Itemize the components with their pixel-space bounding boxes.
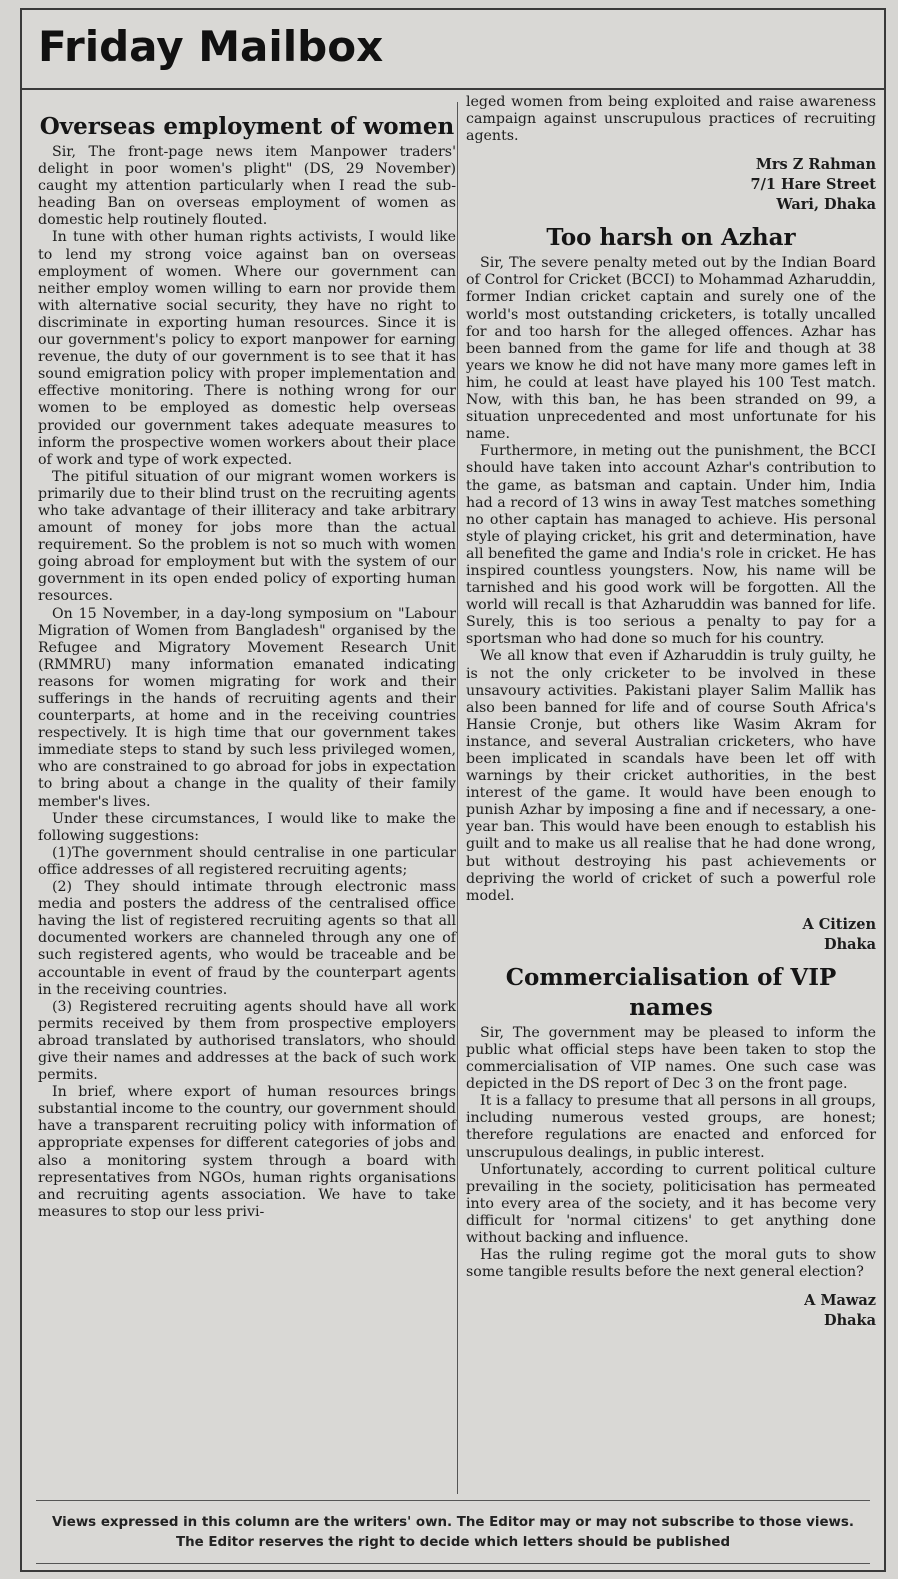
letter-overseas-employment bbox=[38, 112, 456, 1221]
signature-city: Dhaka bbox=[824, 935, 876, 953]
letter-title: Too harsh on Azhar bbox=[546, 224, 796, 252]
disclaimer-line: The Editor reserves the right to decide which letters should be published bbox=[175, 1535, 731, 1550]
letter-paragraph: We all know that even if Azharuddin is truly guilty, he is not the only cricketer to be involved in these unsavoury activities. Pakistani player Salim Mallik has also been banned for life and of course South Africa's Hansie Cronje, but others like Wasim Akram for instance, and several Australian cricketers, who have been implicated in scandals have been let off with warnings by their cricket authorities, in the best interest of the game. It would have been enough to punish Azhar by imposing a fine and if necessary, a one-year ban. This would have been enough to establish his guilt and to make us all realise that he had done wrong, but without destroying his past achievements or depriving the world of cricket of such a powerful role model. bbox=[466, 648, 876, 904]
signature-address: 7/1 Hare Street bbox=[750, 176, 876, 194]
letter-too-harsh-on-azhar bbox=[466, 223, 876, 955]
letter-paragraph: (2) They should intimate through electronic mass media and posters the address of the centralised office having the list of registered recruiting agents so that all documented workers are channeled through any one of such registered agents, who would be traceable and be accountable in event of fraud by the counterpart agents in the receiving countries. bbox=[38, 879, 456, 998]
signature-city: Wari, Dhaka bbox=[776, 196, 876, 214]
newspaper-page bbox=[20, 8, 886, 1572]
letter-paragraph: Unfortunately, according to current political culture prevailing in the society, politicisation has permeated into every area of the society, and it has become very difficult for 'normal citizens' to get anything done without backing and influence. bbox=[466, 1161, 876, 1246]
signature-name: Mrs Z Rahman bbox=[755, 156, 876, 174]
letter-commercialisation-vip-names bbox=[466, 963, 876, 1331]
left-column bbox=[38, 94, 456, 1494]
column-title: Friday Mailbox bbox=[38, 22, 384, 71]
letter-overseas-employment-continued bbox=[466, 94, 876, 215]
letter-paragraph: Furthermore, in meting out the punishment, the BCCI should have taken into account Azhar's contribution to the game, as batsman and captain. Under him, India had a record of 13 wins in away Test matches something no other captain has managed to achieve. His personal style of playing cricket, his grit and determination, have all benefited the game and India's role in cricket. He has inspired countless youngsters. Now, his name will be tarnished and his good work will be forgotten. All the world will recall is that Azharuddin was banned for life. Surely, this is too serious a penalty to pay for a sportsman who had done so much for his country. bbox=[466, 443, 876, 648]
letter-paragraph: Under these circumstances, I would like to make the following suggestions: bbox=[38, 810, 456, 844]
disclaimer-line: Views expressed in this column are the writers' own. The Editor may or may not subscribe to those views. bbox=[52, 1515, 854, 1530]
disclaimer-footer bbox=[36, 1500, 870, 1564]
signature-city: Dhaka bbox=[824, 1312, 876, 1330]
column-divider bbox=[457, 102, 458, 1494]
letter-paragraph: In brief, where export of human resources brings substantial income to the country, our government should have a transparent recruiting policy with information of appropriate expenses for different categories of jobs and also a monitoring system through a board with representatives from NGOs, human rights organisations and recruiting agents association. We have to take measures to stop our less privi- bbox=[38, 1084, 456, 1220]
letter-paragraph: On 15 November, in a day-long symposium on "Labour Migration of Women from Bangladesh" organised by the Refugee and Migratory Movement Research Unit (RMMRU) many information emanated indicating reasons for women migrating for work and their sufferings in the hands of recruiting agents and their counterparts, at home and in the receiving countries respectively. It is high time that our government takes immediate steps to stand by such less privileged women, who are constrained to go abroad for jobs in expectation to bring about a change in the quality of their family member's lives. bbox=[38, 605, 456, 810]
letter-paragraph: In tune with other human rights activists, I would like to lend my strong voice against ban on overseas employment of women. Where our government can neither employ women willing to earn nor provide them with alternative social security, they have no right to discriminate in exporting human resources. Since it is our government's policy to export manpower for earning revenue, the duty of our government is to see that it has sound emigration policy with proper implementation and effective monitoring. There is nothing wrong for our women to be employed as domestic help overseas provided our government takes adequate measures to inform the prospective women workers about their place of work and type of work expected. bbox=[38, 229, 456, 468]
letter-paragraph: Has the ruling regime got the moral guts to show some tangible results before the next general election? bbox=[466, 1247, 876, 1281]
letter-paragraph: Sir, The front-page news item Manpower traders' delight in poor women's plight" (DS, 29 November) caught my attention particularly when I read the sub-heading Ban on overseas employment of women as domestic help routinely flouted. bbox=[38, 144, 456, 229]
letter-paragraph: (1)The government should centralise in one particular office addresses of all registered recruiting agents; bbox=[38, 844, 456, 878]
letter-signature bbox=[466, 1291, 876, 1331]
letter-signature bbox=[466, 155, 876, 215]
signature-name: A Mawaz bbox=[804, 1292, 876, 1310]
letter-signature bbox=[466, 915, 876, 955]
letter-title: Overseas employment of women bbox=[39, 113, 455, 140]
masthead bbox=[22, 10, 884, 90]
letter-paragraph: The pitiful situation of our migrant women workers is primarily due to their blind trust on the recruiting agents who take advantage of their illiteracy and take arbitrary amount of money for jobs more than the actual requirement. So the problem is not so much with women going abroad for employment but with the system of our government in its open ended policy of exporting human resources. bbox=[38, 468, 456, 605]
letter-paragraph: (3) Registered recruiting agents should have all work permits received by them from prospective employers abroad translated by authorised translators, who should give their names and addresses at the back of such work permits. bbox=[38, 998, 456, 1084]
letter-paragraph: leged women from being exploited and raise awareness campaign against unscrupulous practices of recruiting agents. bbox=[466, 94, 876, 145]
letter-paragraph: Sir, The government may be pleased to inform the public what official steps have been taken to stop the commercialisation of VIP names. One such case was depicted in the DS report of Dec 3 on the front page. bbox=[466, 1024, 876, 1093]
letter-title: Commercialisation of VIP names bbox=[505, 963, 837, 1021]
letter-paragraph: It is a fallacy to presume that all persons in all groups, including numerous vested groups, are honest; therefore regulations are enacted and enforced for unscrupulous dealings, in public interest. bbox=[466, 1093, 876, 1161]
letter-paragraph: Sir, The severe penalty meted out by the Indian Board of Control for Cricket (BCCI) to Mohammad Azharuddin, former Indian cricket captain and surely one of the world's most outstanding cricketers, is totally uncalled for and too harsh for the alleged offences. Azhar has been banned from the game for life and though at 38 years we know he did not have many more games left in him, he could at least have played his 100 Test match. Now, with this ban, he has been stranded on 99, a situation unprecedented and most unfortunate for his name. bbox=[466, 255, 876, 443]
signature-name: A Citizen bbox=[802, 915, 876, 933]
right-column bbox=[466, 94, 876, 1494]
